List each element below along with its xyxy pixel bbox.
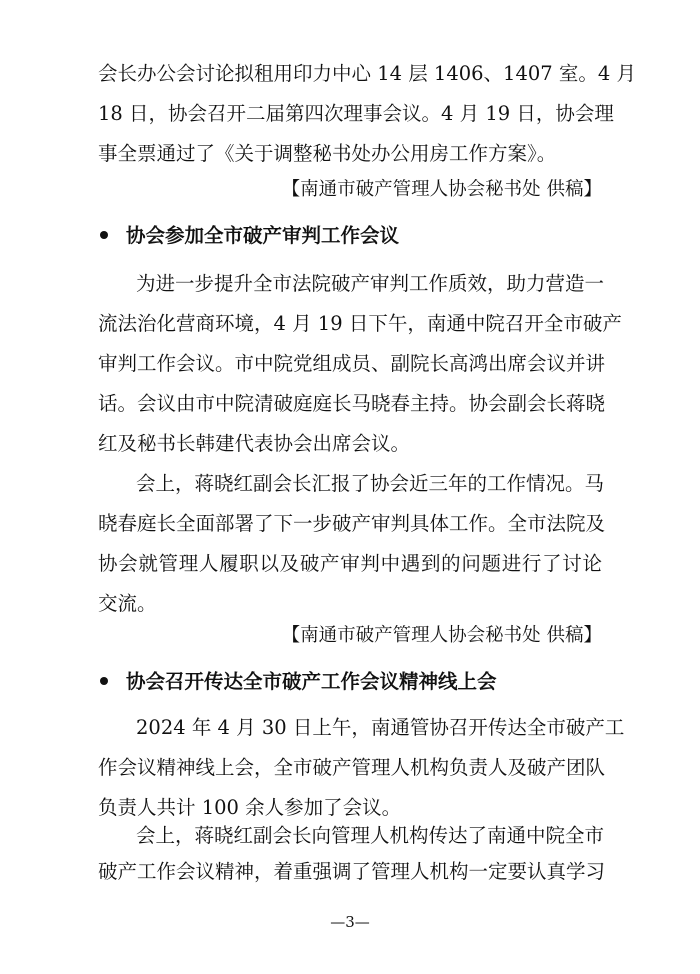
body-text-line: 作会议精神线上会，全市破产管理人机构负责人及破产团队 xyxy=(98,756,606,779)
source-credit: 【南通市破产管理人协会秘书处 供稿】 xyxy=(281,625,602,646)
body-text-line: 流法治化营商环境，4 月 19 日下午，南通中院召开全市破产 xyxy=(98,312,622,335)
body-text-line: 事全票通过了《关于调整秘书处办公用房工作方案》。 xyxy=(98,142,557,165)
bullet-icon xyxy=(100,231,108,239)
body-text-line: 18 日，协会召开二届第四次理事会议。4 月 19 日，协会理 xyxy=(98,102,614,125)
body-text-line: 红及秘书长韩建代表协会出席会议。 xyxy=(98,432,411,455)
source-credit: 【南通市破产管理人协会秘书处 供稿】 xyxy=(281,179,602,200)
body-text-line: 会上，蒋晓红副会长汇报了协会近三年的工作情况。马 xyxy=(136,472,605,495)
body-text-line: 2024 年 4 月 30 日上午，南通管协召开传达全市破产工 xyxy=(136,716,625,739)
body-text-line: 晓春庭长全面部署了下一步破产审判具体工作。全市法院及 xyxy=(98,512,606,535)
section-heading xyxy=(98,662,497,702)
page-number: —3— xyxy=(330,913,370,931)
body-text-line: 为进一步提升全市法院破产审判工作质效，助力营造一 xyxy=(136,272,605,295)
section-heading-text: 协会参加全市破产审判工作会议 xyxy=(126,224,400,247)
body-text-line: 审判工作会议。市中院党组成员、副院长高鸿出席会议并讲 xyxy=(98,352,606,375)
section-heading-text: 协会召开传达全市破产工作会议精神线上会 xyxy=(126,670,497,693)
body-text-line: 协会就管理人履职以及破产审判中遇到的问题进行了讨论 xyxy=(98,552,602,575)
body-text-line: 会上，蒋晓红副会长向管理人机构传达了南通中院全市 xyxy=(136,824,605,847)
body-text-line: 负责人共计 100 余人参加了会议。 xyxy=(98,796,402,819)
body-text-line: 交流。 xyxy=(98,592,157,615)
bullet-icon xyxy=(100,677,108,685)
body-text-line: 破产工作会议精神，着重强调了管理人机构一定要认真学习 xyxy=(98,860,606,883)
body-text-line: 会长办公会讨论拟租用印力中心 14 层 1406、1407 室。4 月 xyxy=(98,62,636,85)
section-heading xyxy=(98,216,399,256)
body-text-line: 话。会议由市中院清破庭庭长马晓春主持。协会副会长蒋晓 xyxy=(98,392,606,415)
